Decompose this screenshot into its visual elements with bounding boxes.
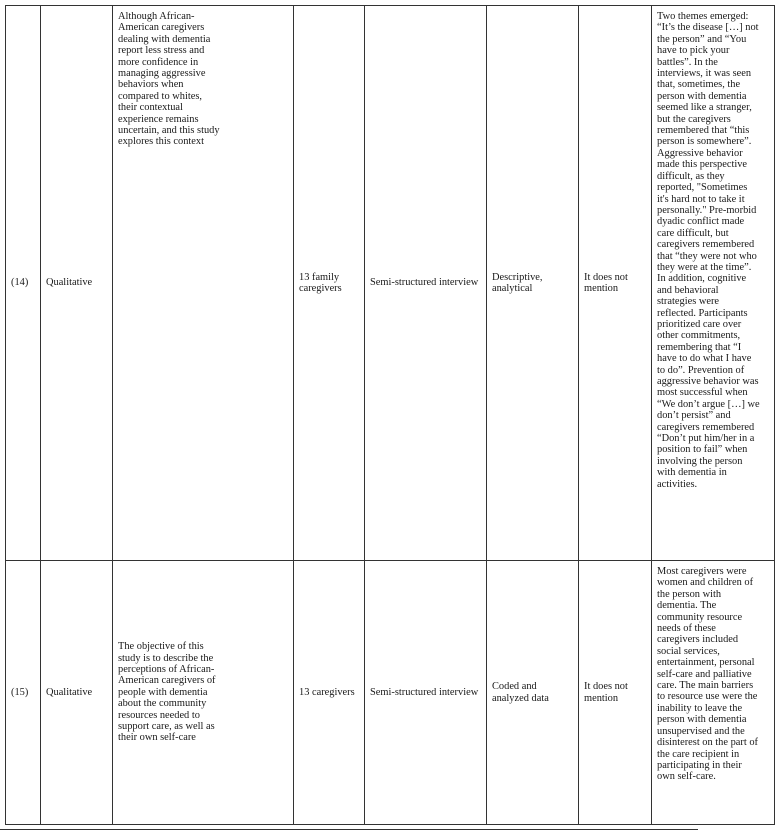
data-collection-cell: Semi-structured interview <box>365 6 487 561</box>
sample-cell: 13 caregivers <box>294 561 365 825</box>
analysis-cell: Coded and analyzed data <box>487 561 579 825</box>
objective-cell: The objective of this study is to describe the perceptions of African-American caregivers of people with dementia about the community resources needed to support care, as well as their own self-care <box>113 561 294 825</box>
table-row <box>6 561 775 825</box>
theory-cell: It does not mention <box>579 6 652 561</box>
design-cell: Qualitative <box>41 561 113 825</box>
sample-cell: 13 family caregivers <box>294 6 365 561</box>
bottom-rule <box>0 829 698 830</box>
design-cell: Qualitative <box>41 6 113 561</box>
data-collection-cell: Semi-structured interview <box>365 561 487 825</box>
results-cell: Two themes emerged: “It’s the disease […] not the person” and “You have to pick your battles”. In the interviews, it was seen that, sometimes, the person with dementia seemed like a stranger, but the caregivers remembered that “this person is somewhere”. Aggressive behavior made this perspective difficult, as they reported, "Sometimes it's hard not to take it personally." Pre-morbid dyadic conflict made care difficult, but caregivers remembered that “they were not who they were at the time”. In addition, cognitive and behavioral strategies were reflected. Participants prioritized care over other commitments, remembering that “I have to do what I have to do”. Prevention of aggressive behavior was most successful when “We don’t argue […] we don’t persist” and caregivers remembered “Don’t put him/her in a position to fail” when involving the person with dementia in activities. <box>652 6 775 561</box>
ref-cell: (14) <box>6 6 41 561</box>
table-row <box>6 6 775 561</box>
results-cell: Most caregivers were women and children of the person with dementia. The community resource needs of these caregivers included social services, entertainment, personal self-care and palliative care. The main barriers to resource use were the inability to leave the person with dementia unsupervised and the disinterest on the part of the care recipient in participating in their own self-care. <box>652 561 775 825</box>
analysis-cell: Descriptive, analytical <box>487 6 579 561</box>
ref-cell: (15) <box>6 561 41 825</box>
objective-cell: Although African-American caregivers dealing with dementia report less stress and more confidence in managing aggressive behaviors when compared to whites, their contextual experience remains uncertain, and this study explores this context <box>113 6 294 561</box>
theory-cell: It does not mention <box>579 561 652 825</box>
studies-table <box>5 5 775 825</box>
